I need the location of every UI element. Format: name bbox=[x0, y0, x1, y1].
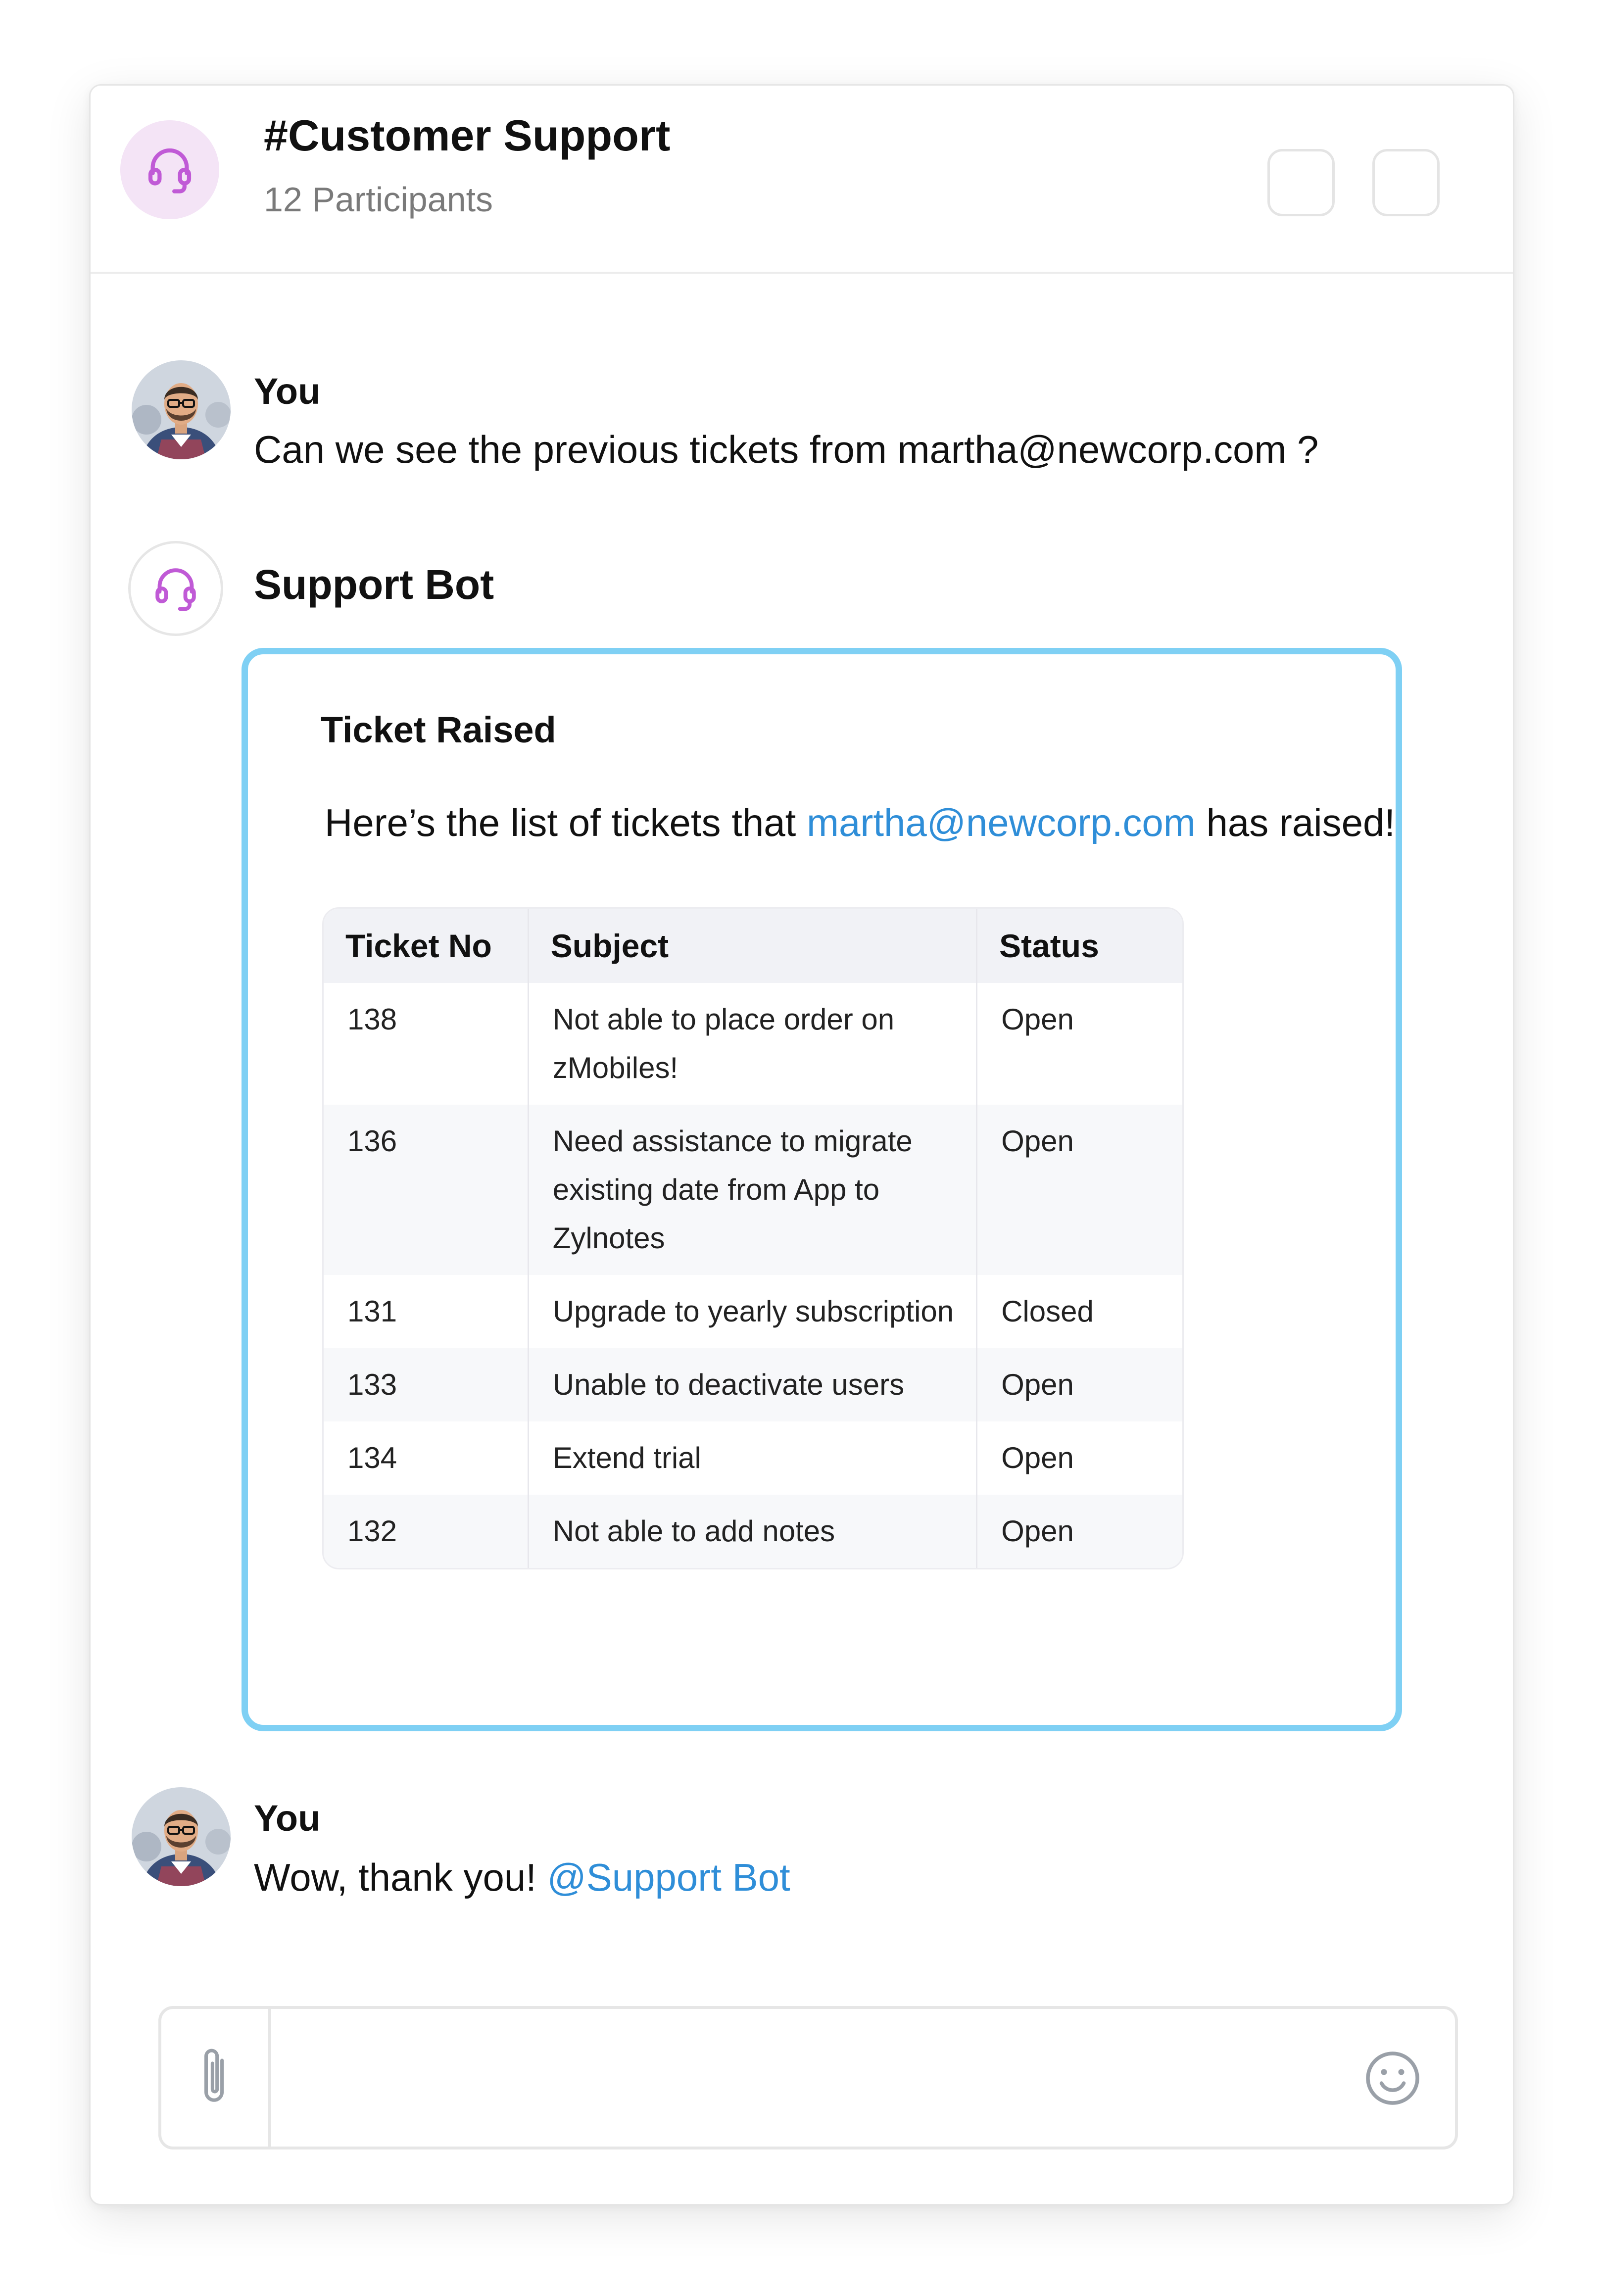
ticket-subject: Not able to add notes bbox=[528, 1495, 976, 1568]
table-row bbox=[324, 1421, 1182, 1495]
ticket-status: Open bbox=[976, 983, 1182, 1105]
column-header-subject: Subject bbox=[528, 909, 976, 983]
email-link[interactable]: martha@newcorp.com bbox=[806, 801, 1196, 844]
header-action-button-1[interactable] bbox=[1267, 149, 1335, 216]
paperclip-icon bbox=[193, 2043, 237, 2112]
ticket-subject: Extend trial bbox=[528, 1421, 976, 1495]
participants-count[interactable]: 12 Participants bbox=[264, 180, 493, 219]
channel-avatar[interactable] bbox=[120, 120, 219, 219]
bot-avatar[interactable] bbox=[128, 541, 223, 636]
ticket-subject: Upgrade to yearly subscription bbox=[528, 1275, 976, 1348]
message-composer bbox=[158, 2006, 1458, 2149]
message-sender: Support Bot bbox=[254, 561, 494, 608]
attach-button[interactable] bbox=[161, 2009, 271, 2147]
message-input[interactable] bbox=[274, 2009, 1333, 2147]
table-row bbox=[324, 1495, 1182, 1568]
message-sender: You bbox=[254, 371, 321, 412]
emoji-button[interactable] bbox=[1353, 2039, 1432, 2118]
user-photo bbox=[132, 1787, 231, 1886]
ticket-number: 138 bbox=[347, 1003, 397, 1036]
ticket-number: 132 bbox=[324, 1495, 528, 1568]
ticket-number: 133 bbox=[324, 1348, 528, 1421]
message-text bbox=[254, 1855, 790, 1900]
table-header-row bbox=[324, 909, 1182, 983]
chat-header bbox=[91, 86, 1513, 274]
table-row bbox=[324, 1348, 1182, 1421]
ticket-subject: Need assistance to migrate existing date from App to Zylnotes bbox=[528, 1105, 976, 1275]
message-sender: You bbox=[254, 1798, 321, 1839]
ticket-number: 136 bbox=[324, 1105, 528, 1275]
table-row bbox=[324, 1275, 1182, 1348]
ticket-status: Open bbox=[976, 1495, 1182, 1568]
ticket-status: Open bbox=[976, 1105, 1182, 1275]
ticket-number: 134 bbox=[347, 1441, 397, 1474]
ticket-subject: Not able to place order on zMobiles! bbox=[528, 983, 976, 1105]
card-intro-before: Here’s the list of tickets that bbox=[325, 801, 807, 844]
message-text: Can we see the previous tickets from martha@newcorp.com ? bbox=[254, 428, 1319, 471]
column-header-ticket-no: Ticket No bbox=[324, 909, 528, 983]
chat-window bbox=[89, 84, 1514, 2205]
card-title: Ticket Raised bbox=[321, 709, 556, 750]
tickets-table bbox=[322, 907, 1184, 1569]
headset-icon bbox=[143, 143, 197, 197]
table-row bbox=[324, 1105, 1182, 1275]
ticket-status: Open bbox=[976, 1421, 1182, 1495]
message-body: Wow, thank you! bbox=[254, 1856, 547, 1899]
smiley-icon bbox=[1363, 2049, 1422, 2108]
table-row bbox=[324, 983, 1182, 1105]
mention-link[interactable]: @Support Bot bbox=[547, 1856, 790, 1899]
column-header-status: Status bbox=[976, 909, 1182, 983]
card-intro-after: has raised! bbox=[1195, 801, 1395, 844]
user-photo bbox=[132, 360, 231, 459]
ticket-subject: Unable to deactivate users bbox=[528, 1348, 976, 1421]
channel-title: #Customer Support bbox=[264, 111, 671, 160]
user-avatar[interactable] bbox=[132, 360, 231, 459]
header-action-button-2[interactable] bbox=[1372, 149, 1440, 216]
ticket-number: 131 bbox=[347, 1295, 397, 1328]
ticket-status: Closed bbox=[976, 1275, 1182, 1348]
ticket-status: Open bbox=[976, 1348, 1182, 1421]
headset-icon bbox=[150, 563, 201, 614]
user-avatar[interactable] bbox=[132, 1787, 231, 1886]
card-intro bbox=[325, 800, 1395, 845]
ticket-card bbox=[242, 648, 1402, 1731]
